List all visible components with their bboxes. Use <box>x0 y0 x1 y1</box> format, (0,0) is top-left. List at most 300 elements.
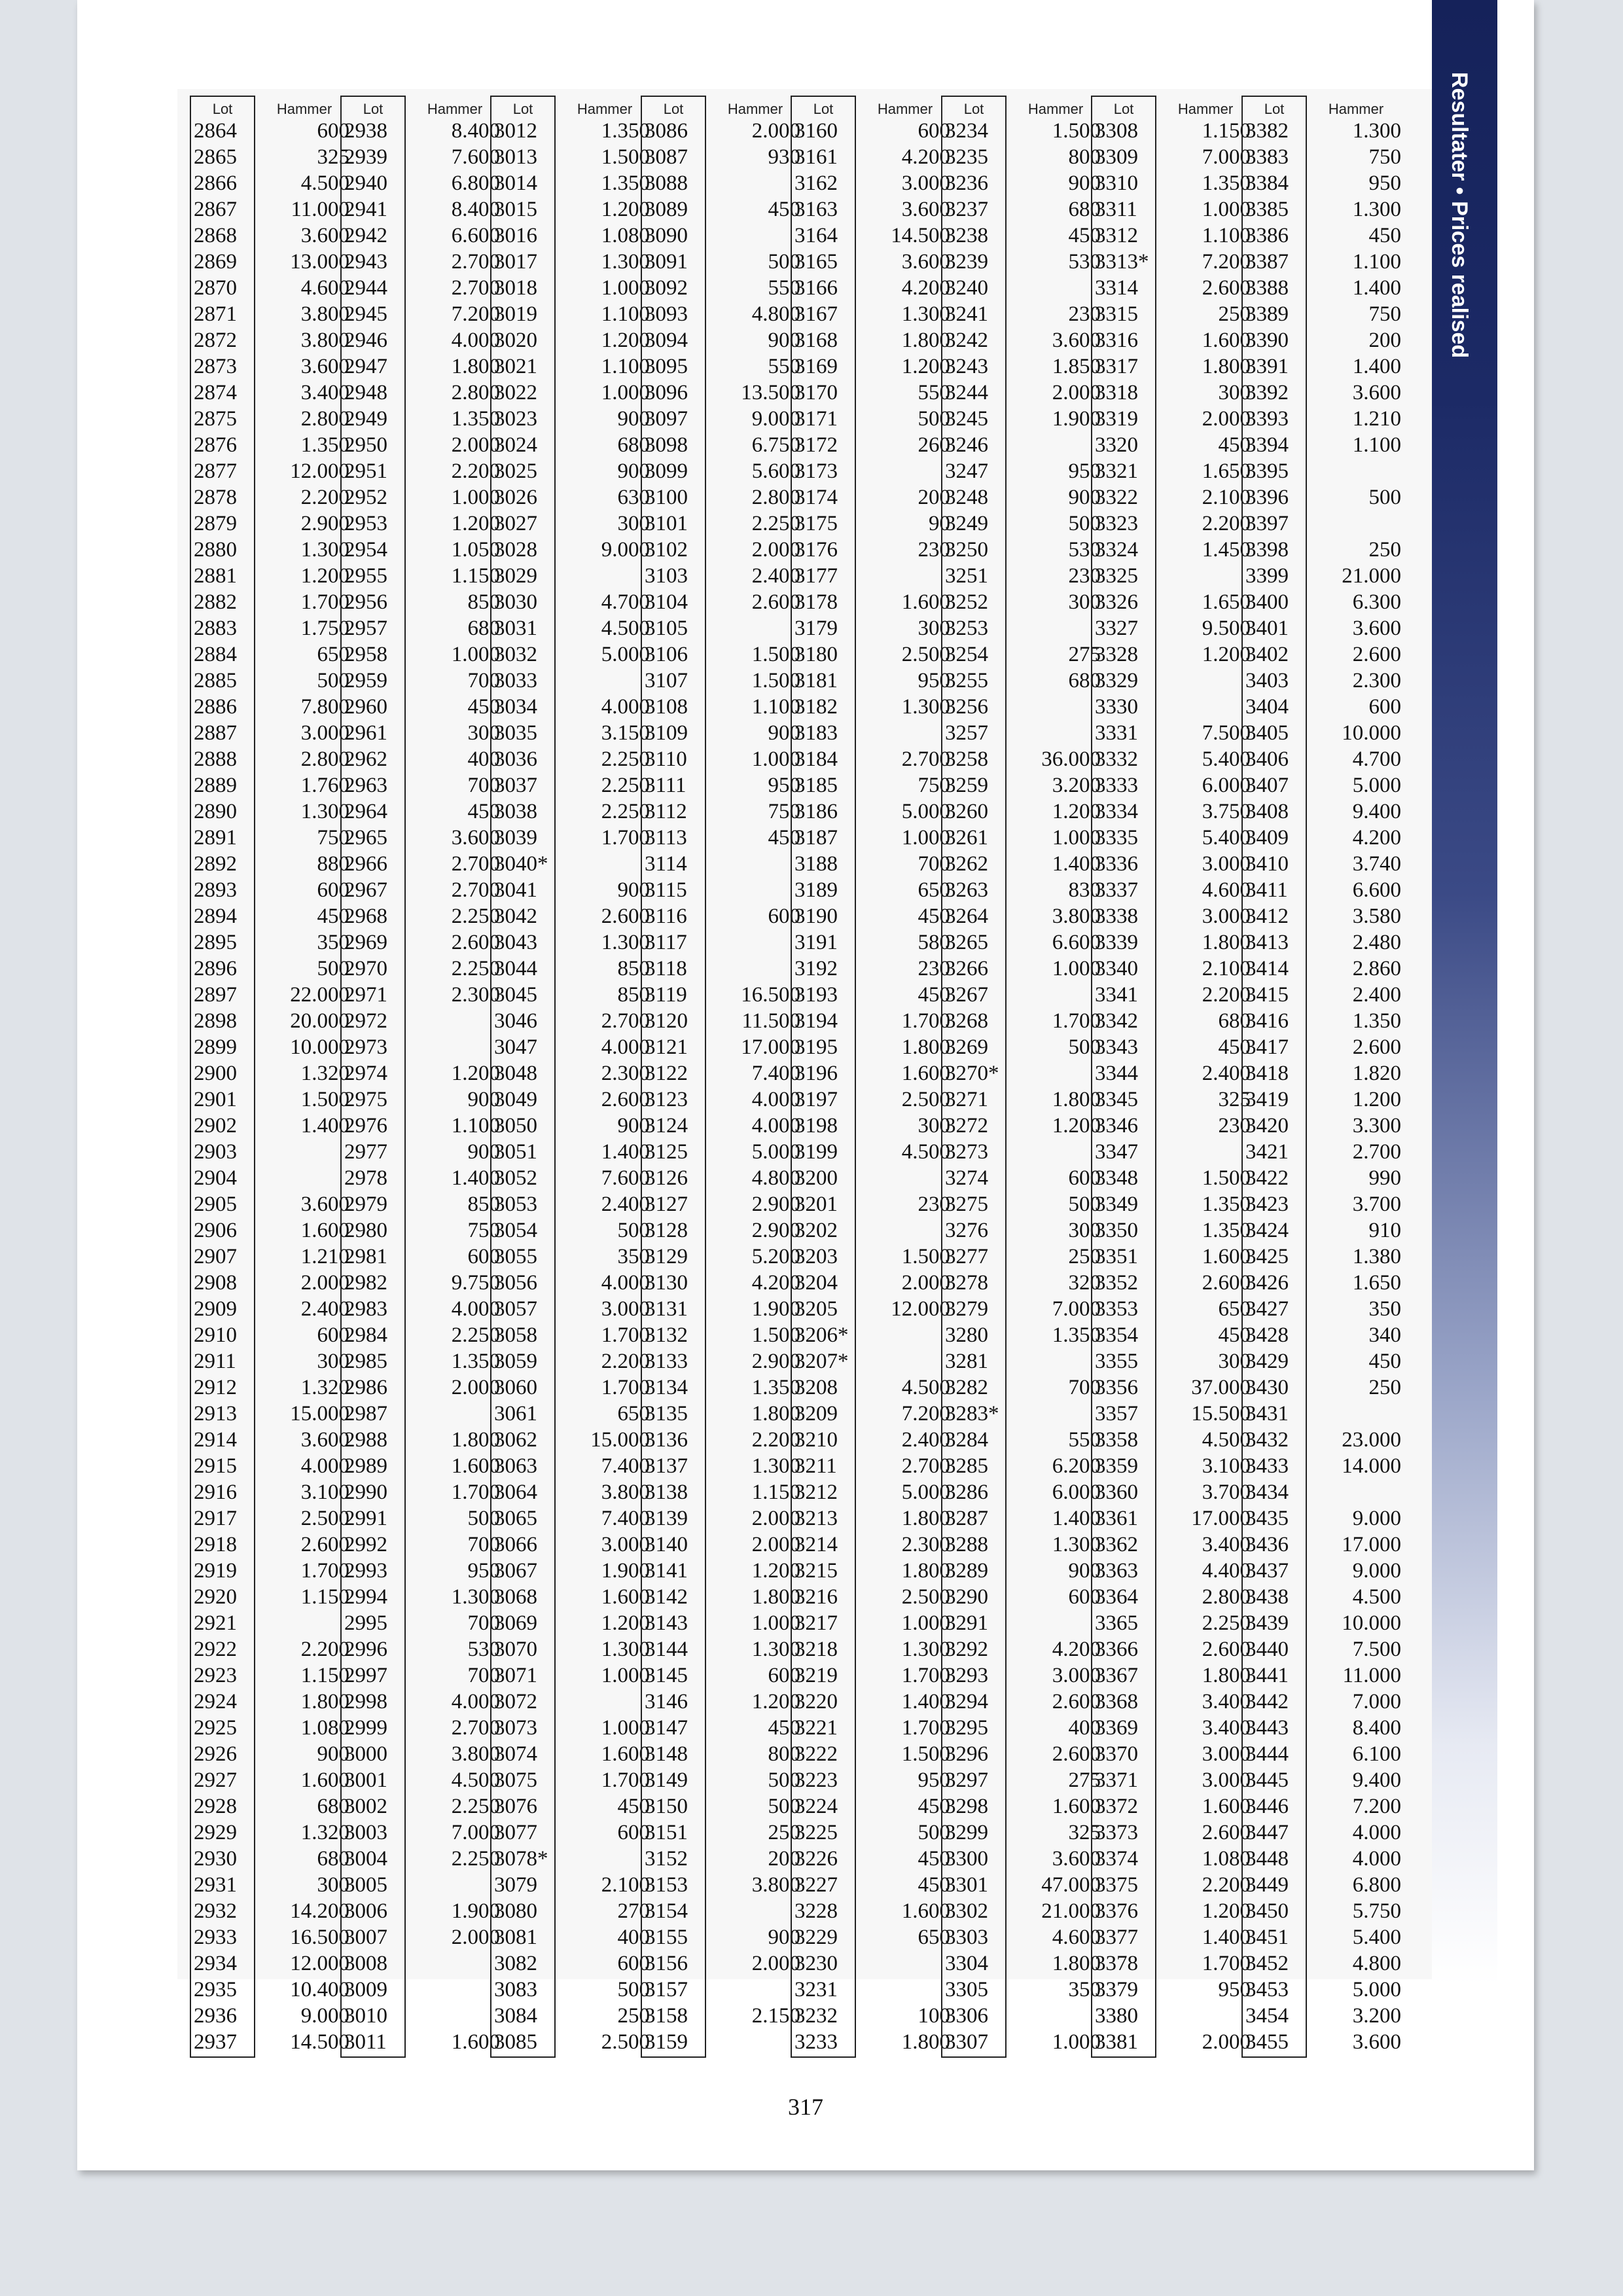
lot-number: 3159 <box>645 2030 688 2054</box>
lot-number: 2971 <box>344 982 387 1007</box>
hammer-price: 1.500 <box>601 145 650 169</box>
table-row <box>340 406 504 432</box>
table-row <box>1241 537 1405 563</box>
table-row <box>941 1689 1105 1715</box>
table-row <box>1241 1767 1405 1793</box>
hammer-price: 3.150 <box>601 721 650 745</box>
lot-number: 2941 <box>344 197 387 221</box>
table-row <box>791 537 954 563</box>
table-row <box>791 1244 954 1270</box>
lot-number: 3133 <box>645 1349 688 1373</box>
hammer-price: 4.000 <box>751 1087 800 1111</box>
table-row <box>1091 615 1255 641</box>
table-row <box>641 1610 804 1636</box>
table-row <box>490 1348 654 1374</box>
lot-number: 2889 <box>194 773 237 797</box>
hammer-price: 1.900 <box>451 1899 500 1923</box>
lot-number: 3379 <box>1095 1977 1138 2001</box>
hammer-price: 1.000 <box>901 825 950 850</box>
lot-number: 3207* <box>794 1349 849 1373</box>
table-row <box>1241 1950 1405 1977</box>
table-row <box>190 327 353 353</box>
lot-number: 3305 <box>945 1977 988 2001</box>
lot-number: 3079 <box>494 1873 537 1897</box>
table-row <box>340 1872 504 1898</box>
hammer-price: 2.400 <box>751 564 800 588</box>
hammer-price: 900 <box>768 328 800 352</box>
table-row <box>190 1086 353 1113</box>
hammer-price: 1.850 <box>1052 354 1101 378</box>
hammer-price: 1.100 <box>601 302 650 326</box>
lot-number: 3118 <box>645 956 687 980</box>
table-row <box>1091 1872 1255 1898</box>
table-row <box>791 1374 954 1401</box>
lot-number: 3295 <box>945 1715 988 1740</box>
hammer-price: 10.000 <box>1342 721 1401 745</box>
lot-number: 3439 <box>1245 1611 1289 1635</box>
table-row <box>1241 2003 1405 2029</box>
hammer-price: 600 <box>918 118 950 143</box>
table-row <box>490 1296 654 1322</box>
lot-number: 3068 <box>494 1585 537 1609</box>
hammer-price: 4.000 <box>451 1297 500 1321</box>
lot-number: 3418 <box>1245 1061 1289 1085</box>
hammer-price: 450 <box>617 1794 650 1818</box>
table-row <box>1091 170 1255 196</box>
table-row <box>941 982 1105 1008</box>
hammer-price: 700 <box>467 1663 500 1687</box>
table-row <box>490 1427 654 1453</box>
table-row <box>190 1374 353 1401</box>
table-row <box>641 772 804 798</box>
table-row <box>941 1741 1105 1767</box>
hammer-price: 2.300 <box>901 1532 950 1556</box>
lot-number: 3234 <box>945 118 988 143</box>
lot-number: 3171 <box>794 406 838 431</box>
hammer-price: 6.800 <box>451 171 500 195</box>
table-row <box>1091 1374 1255 1401</box>
table-row <box>490 1244 654 1270</box>
hammer-price: 250 <box>1218 302 1251 326</box>
hammer-price: 2.000 <box>751 537 800 562</box>
hammer-price: 850 <box>467 590 500 614</box>
table-row <box>340 1532 504 1558</box>
table-row <box>490 1715 654 1741</box>
hammer-price: 7.800 <box>300 694 349 719</box>
hammer-price: 450 <box>1368 223 1401 247</box>
hammer-price: 1.400 <box>1352 276 1401 300</box>
lot-number: 3140 <box>645 1532 688 1556</box>
lot-number: 3346 <box>1095 1113 1138 1138</box>
hammer-price: 1.300 <box>901 302 950 326</box>
table-row <box>490 851 654 877</box>
table-row <box>490 720 654 746</box>
hammer-price: 300 <box>617 511 650 535</box>
hammer-price: 950 <box>1068 459 1101 483</box>
hammer-price: 650 <box>317 642 349 666</box>
lot-number: 2885 <box>194 668 237 692</box>
hammer-price: 1.080 <box>1202 1846 1251 1871</box>
lot-number: 3022 <box>494 380 537 404</box>
table-row <box>791 1610 954 1636</box>
table-row <box>641 144 804 170</box>
table-row <box>1091 1296 1255 1322</box>
hammer-price: 4.200 <box>751 1270 800 1295</box>
table-row <box>941 144 1105 170</box>
table-row <box>791 1270 954 1296</box>
hammer-price: 6.300 <box>1352 590 1401 614</box>
hammer-price: 1.300 <box>300 799 349 823</box>
lot-number: 3429 <box>1245 1349 1289 1373</box>
hammer-price: 3.700 <box>1352 1192 1401 1216</box>
hammer-price: 16.500 <box>741 982 800 1007</box>
hammer-price: 750 <box>317 825 349 850</box>
hammer-price: 2.600 <box>1202 276 1251 300</box>
table-row <box>941 196 1105 223</box>
lot-number: 3342 <box>1095 1009 1138 1033</box>
hammer-header: Hammer <box>427 101 483 117</box>
hammer-price: 3.100 <box>1202 1454 1251 1478</box>
hammer-price: 3.400 <box>300 380 349 404</box>
hammer-price: 1.820 <box>1352 1061 1401 1085</box>
hammer-price: 5.600 <box>751 459 800 483</box>
hammer-price: 750 <box>918 773 950 797</box>
lot-number: 3223 <box>794 1768 838 1792</box>
table-row <box>340 1715 504 1741</box>
table-row <box>190 1165 353 1191</box>
lot-number: 3238 <box>945 223 988 247</box>
hammer-price: 2.400 <box>1202 1061 1251 1085</box>
hammer-price: 1.800 <box>901 1558 950 1583</box>
hammer-price: 2.200 <box>300 485 349 509</box>
lot-number: 3073 <box>494 1715 537 1740</box>
hammer-price: 1.200 <box>601 328 650 352</box>
table-row <box>1091 1060 1255 1086</box>
lot-number: 3391 <box>1245 354 1289 378</box>
lot-number: 3031 <box>494 616 537 640</box>
hammer-price: 300 <box>1068 1218 1101 1242</box>
table-row <box>190 1296 353 1322</box>
lot-number: 3268 <box>945 1009 988 1033</box>
hammer-price: 1.150 <box>300 1585 349 1609</box>
hammer-price: 4.000 <box>751 1113 800 1138</box>
lot-number: 3126 <box>645 1166 688 1190</box>
lot-number: 3144 <box>645 1637 688 1661</box>
table-row <box>941 327 1105 353</box>
table-row <box>340 1898 504 1924</box>
lot-number: 2953 <box>344 511 387 535</box>
hammer-price: 4.500 <box>601 616 650 640</box>
hammer-price: 1.600 <box>601 1742 650 1766</box>
hammer-price: 3.740 <box>1352 852 1401 876</box>
lot-number: 3219 <box>794 1663 838 1687</box>
table-row <box>490 1505 654 1532</box>
hammer-price: 1.400 <box>451 1166 500 1190</box>
lot-number: 3258 <box>945 747 988 771</box>
table-row <box>641 249 804 275</box>
table-row <box>490 1610 654 1636</box>
table-row <box>1091 1924 1255 1950</box>
lot-number: 3288 <box>945 1532 988 1556</box>
lot-number: 2864 <box>194 118 237 143</box>
hammer-price: 2.600 <box>1202 1270 1251 1295</box>
table-row <box>791 798 954 825</box>
lot-number: 3193 <box>794 982 838 1007</box>
hammer-price: 700 <box>467 1532 500 1556</box>
hammer-price: 7.000 <box>1052 1297 1101 1321</box>
table-row <box>1241 903 1405 929</box>
results-column <box>340 97 504 2055</box>
hammer-price: 1.600 <box>451 1454 500 1478</box>
table-row <box>791 327 954 353</box>
hammer-price: 2.300 <box>1352 668 1401 692</box>
lot-number: 3040* <box>494 852 548 876</box>
table-row <box>941 511 1105 537</box>
table-row <box>1091 1217 1255 1244</box>
lot-number: 3240 <box>945 276 988 300</box>
hammer-price: 3.000 <box>901 171 950 195</box>
lot-number: 3383 <box>1245 145 1289 169</box>
table-row <box>1241 1662 1405 1689</box>
lot-number: 3426 <box>1245 1270 1289 1295</box>
table-row <box>941 1636 1105 1662</box>
hammer-price: 3.000 <box>1202 904 1251 928</box>
lot-number: 3261 <box>945 825 988 850</box>
lot-number: 3293 <box>945 1663 988 1687</box>
results-column <box>490 97 654 2055</box>
hammer-price: 1.150 <box>300 1663 349 1687</box>
table-row <box>1241 1846 1405 1872</box>
table-row <box>340 1767 504 1793</box>
table-row <box>1241 170 1405 196</box>
table-row <box>791 484 954 511</box>
table-row <box>1241 877 1405 903</box>
hammer-price: 2.200 <box>751 1427 800 1452</box>
table-row <box>190 118 353 144</box>
lot-number: 2879 <box>194 511 237 535</box>
hammer-price: 1.800 <box>901 328 950 352</box>
results-column <box>641 97 804 2055</box>
hammer-price: 1.100 <box>601 354 650 378</box>
table-row <box>1241 1558 1405 1584</box>
lot-number: 3344 <box>1095 1061 1138 1085</box>
hammer-price: 7.600 <box>451 145 500 169</box>
table-row <box>1241 1139 1405 1165</box>
hammer-price: 6.600 <box>1052 930 1101 954</box>
lot-number: 3248 <box>945 485 988 509</box>
hammer-price: 800 <box>768 1742 800 1766</box>
lot-number: 2939 <box>344 145 387 169</box>
hammer-price: 14.500 <box>891 223 950 247</box>
lot-number: 3103 <box>645 564 688 588</box>
lot-number: 3345 <box>1095 1087 1138 1111</box>
table-row <box>791 144 954 170</box>
table-row <box>190 275 353 301</box>
table-row <box>641 1505 804 1532</box>
hammer-price: 4.500 <box>901 1139 950 1164</box>
hammer-price: 1.150 <box>451 564 500 588</box>
lot-number: 3155 <box>645 1925 688 1949</box>
results-column <box>1241 97 1405 2055</box>
table-row <box>641 1322 804 1348</box>
table-row <box>941 301 1105 327</box>
hammer-price: 2.480 <box>1352 930 1401 954</box>
hammer-price: 3.600 <box>1052 328 1101 352</box>
lot-number: 3202 <box>794 1218 838 1242</box>
lot-number: 3320 <box>1095 433 1138 457</box>
hammer-price: 300 <box>918 1113 950 1138</box>
lot-number: 3042 <box>494 904 537 928</box>
lot-number: 3259 <box>945 773 988 797</box>
lot-number: 3039 <box>494 825 537 850</box>
table-row <box>941 1820 1105 1846</box>
lot-number: 2908 <box>194 1270 237 1295</box>
table-row <box>1091 1532 1255 1558</box>
hammer-price: 1.300 <box>751 1637 800 1661</box>
table-row <box>641 1977 804 2003</box>
table-row <box>190 353 353 380</box>
hammer-price: 200 <box>768 1846 800 1871</box>
table-row <box>190 1191 353 1217</box>
lot-number: 3286 <box>945 1480 988 1504</box>
lot-number: 3015 <box>494 197 537 221</box>
lot-number: 2987 <box>344 1401 387 1426</box>
table-row <box>641 903 804 929</box>
table-row <box>190 1453 353 1479</box>
lot-number: 3245 <box>945 406 988 431</box>
table-row <box>1241 563 1405 589</box>
lot-number: 3285 <box>945 1454 988 1478</box>
lot-number: 2963 <box>344 773 387 797</box>
table-row <box>490 1034 654 1060</box>
table-row <box>340 641 504 668</box>
hammer-price: 1.700 <box>601 1375 650 1399</box>
table-row <box>1091 798 1255 825</box>
hammer-price: 1.700 <box>451 1480 500 1504</box>
hammer-price: 1.350 <box>451 1349 500 1373</box>
hammer-price: 4.600 <box>1202 878 1251 902</box>
table-row <box>190 1427 353 1453</box>
column-header <box>490 97 654 118</box>
lot-number: 3227 <box>794 1873 838 1897</box>
lot-header: Lot <box>1264 101 1285 117</box>
table-row <box>941 1453 1105 1479</box>
hammer-price: 7.400 <box>751 1061 800 1085</box>
lot-number: 2955 <box>344 564 387 588</box>
table-row <box>791 118 954 144</box>
table-row <box>1091 825 1255 851</box>
hammer-price: 5.000 <box>901 799 950 823</box>
lot-number: 3335 <box>1095 825 1138 850</box>
table-row <box>941 615 1105 641</box>
hammer-price: 700 <box>467 773 500 797</box>
lot-number: 3424 <box>1245 1218 1289 1242</box>
hammer-price: 4.700 <box>1352 747 1401 771</box>
table-row <box>490 406 654 432</box>
table-row <box>340 1793 504 1820</box>
hammer-price: 900 <box>617 1113 650 1138</box>
lot-number: 2995 <box>344 1611 387 1635</box>
hammer-price: 450 <box>918 904 950 928</box>
hammer-price: 6.800 <box>1352 1873 1401 1897</box>
lot-number: 2976 <box>344 1113 387 1138</box>
table-row <box>941 772 1105 798</box>
hammer-price: 1.350 <box>1352 1009 1401 1033</box>
lot-number: 2994 <box>344 1585 387 1609</box>
hammer-price: 680 <box>317 1846 349 1871</box>
table-row <box>791 668 954 694</box>
table-row <box>490 301 654 327</box>
table-row <box>490 1139 654 1165</box>
lot-number: 3035 <box>494 721 537 745</box>
hammer-price: 650 <box>1218 1297 1251 1321</box>
hammer-price: 1.100 <box>1202 223 1251 247</box>
hammer-price: 7.000 <box>1202 145 1251 169</box>
table-row <box>641 301 804 327</box>
table-row <box>190 1636 353 1662</box>
table-row <box>190 1741 353 1767</box>
table-row <box>490 903 654 929</box>
hammer-price: 1.600 <box>1202 1794 1251 1818</box>
hammer-price: 21.000 <box>1041 1899 1101 1923</box>
table-row <box>490 327 654 353</box>
table-row <box>490 1165 654 1191</box>
lot-number: 3020 <box>494 328 537 352</box>
hammer-price: 3.400 <box>1202 1532 1251 1556</box>
hammer-price: 2.800 <box>1202 1585 1251 1609</box>
lot-number: 2980 <box>344 1218 387 1242</box>
hammer-price: 7.200 <box>901 1401 950 1426</box>
table-row <box>1091 641 1255 668</box>
results-column <box>791 97 954 2055</box>
table-row <box>1241 1505 1405 1532</box>
table-row <box>641 1584 804 1610</box>
hammer-price: 270 <box>617 1899 650 1923</box>
hammer-price: 1.650 <box>1202 590 1251 614</box>
table-row <box>340 1846 504 1872</box>
hammer-price: 450 <box>918 982 950 1007</box>
hammer-price: 900 <box>768 721 800 745</box>
hammer-price: 3.400 <box>1202 1715 1251 1740</box>
table-row <box>340 1322 504 1348</box>
table-row <box>641 1034 804 1060</box>
hammer-price: 2.600 <box>1052 1742 1101 1766</box>
hammer-price: 750 <box>768 799 800 823</box>
table-row <box>791 1924 954 1950</box>
hammer-price: 1.200 <box>601 1611 650 1635</box>
table-row <box>1091 1427 1255 1453</box>
lot-number: 3028 <box>494 537 537 562</box>
table-row <box>641 1662 804 1689</box>
hammer-price: 4.600 <box>1052 1925 1101 1949</box>
table-row <box>941 432 1105 458</box>
table-row <box>1091 668 1255 694</box>
lot-number: 3405 <box>1245 721 1289 745</box>
lot-number: 2890 <box>194 799 237 823</box>
lot-number: 3002 <box>344 1794 387 1818</box>
lot-number: 3244 <box>945 380 988 404</box>
hammer-price: 2.500 <box>601 2030 650 2054</box>
lot-number: 2882 <box>194 590 237 614</box>
hammer-price: 1.300 <box>901 1637 950 1661</box>
lot-number: 3025 <box>494 459 537 483</box>
table-row <box>1241 1924 1405 1950</box>
lot-number: 3235 <box>945 145 988 169</box>
lot-number: 3347 <box>1095 1139 1138 1164</box>
lot-number: 3113 <box>645 825 687 850</box>
hammer-price: 1.300 <box>751 1454 800 1478</box>
lot-number: 3371 <box>1095 1768 1138 1792</box>
